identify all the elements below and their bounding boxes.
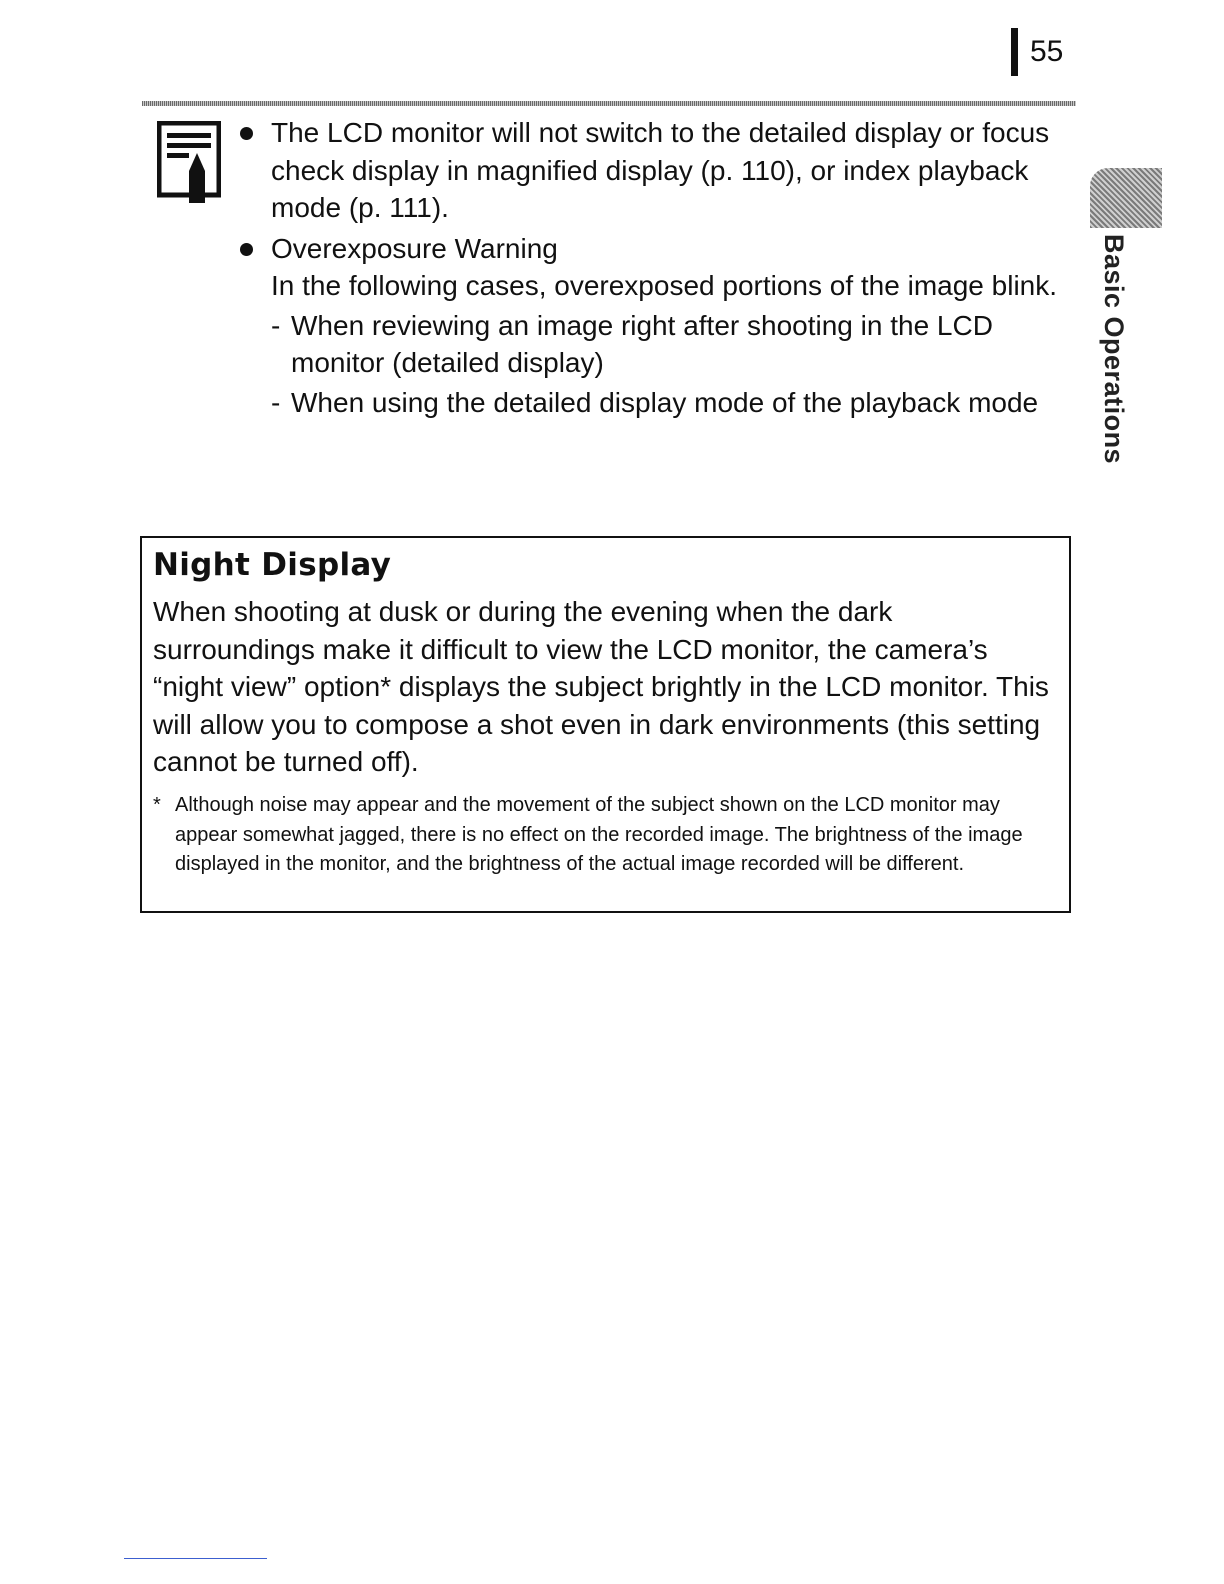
footnote-marker: * [153, 794, 161, 816]
bottom-rule [124, 1558, 267, 1559]
page-number: 55 [1030, 35, 1064, 68]
dash-marker: - [271, 386, 281, 418]
bullet-dot [240, 127, 253, 140]
note-bullet-display-switch [238, 114, 1068, 227]
header-rule [142, 101, 1076, 106]
sub-item-playback [271, 384, 1068, 422]
sub-item-review [271, 307, 1068, 382]
notes-section [238, 114, 1068, 421]
night-display-footnote [153, 791, 1058, 880]
dash-marker: - [271, 309, 281, 341]
note-text: The LCD monitor will not switch to the detailed display or focus check display in magnified display (p. 110), or index playback mode (p. 111). [271, 117, 1050, 223]
section-tab [1090, 168, 1162, 228]
sub-item-text: When using the detailed display mode of the playback mode [291, 386, 1039, 418]
night-display-title: Night Display [153, 547, 392, 583]
note-title: Overexposure Warning [271, 232, 558, 264]
sub-item-text: When reviewing an image right after shooting in the LCD monitor (detailed display) [291, 309, 993, 378]
memo-note-icon [157, 121, 221, 205]
night-display-body: When shooting at dusk or during the evening when the dark surroundings make it difficult to view the LCD monitor, the camera’s “night view” option* displays the subject brightly in the LCD monitor. This will allow you to compose a shot even in dark environments (this setting cannot be turned off). [153, 596, 1049, 777]
note-text: In the following cases, overexposed portions of the image blink. [271, 270, 1058, 301]
night-display-box [140, 536, 1071, 913]
section-tab-label: Basic Operations [1099, 234, 1129, 465]
footnote-text: Although noise may appear and the movement of the subject shown on the LCD monitor may appear somewhat jagged, there is no effect on the recorded image. The brightness of the image displayed in the monitor, and the brightness of the actual image recorded will be different. [175, 794, 1023, 875]
bullet-dot [240, 243, 253, 256]
page-number-bar [1011, 28, 1018, 76]
note-bullet-overexposure [238, 230, 1068, 422]
